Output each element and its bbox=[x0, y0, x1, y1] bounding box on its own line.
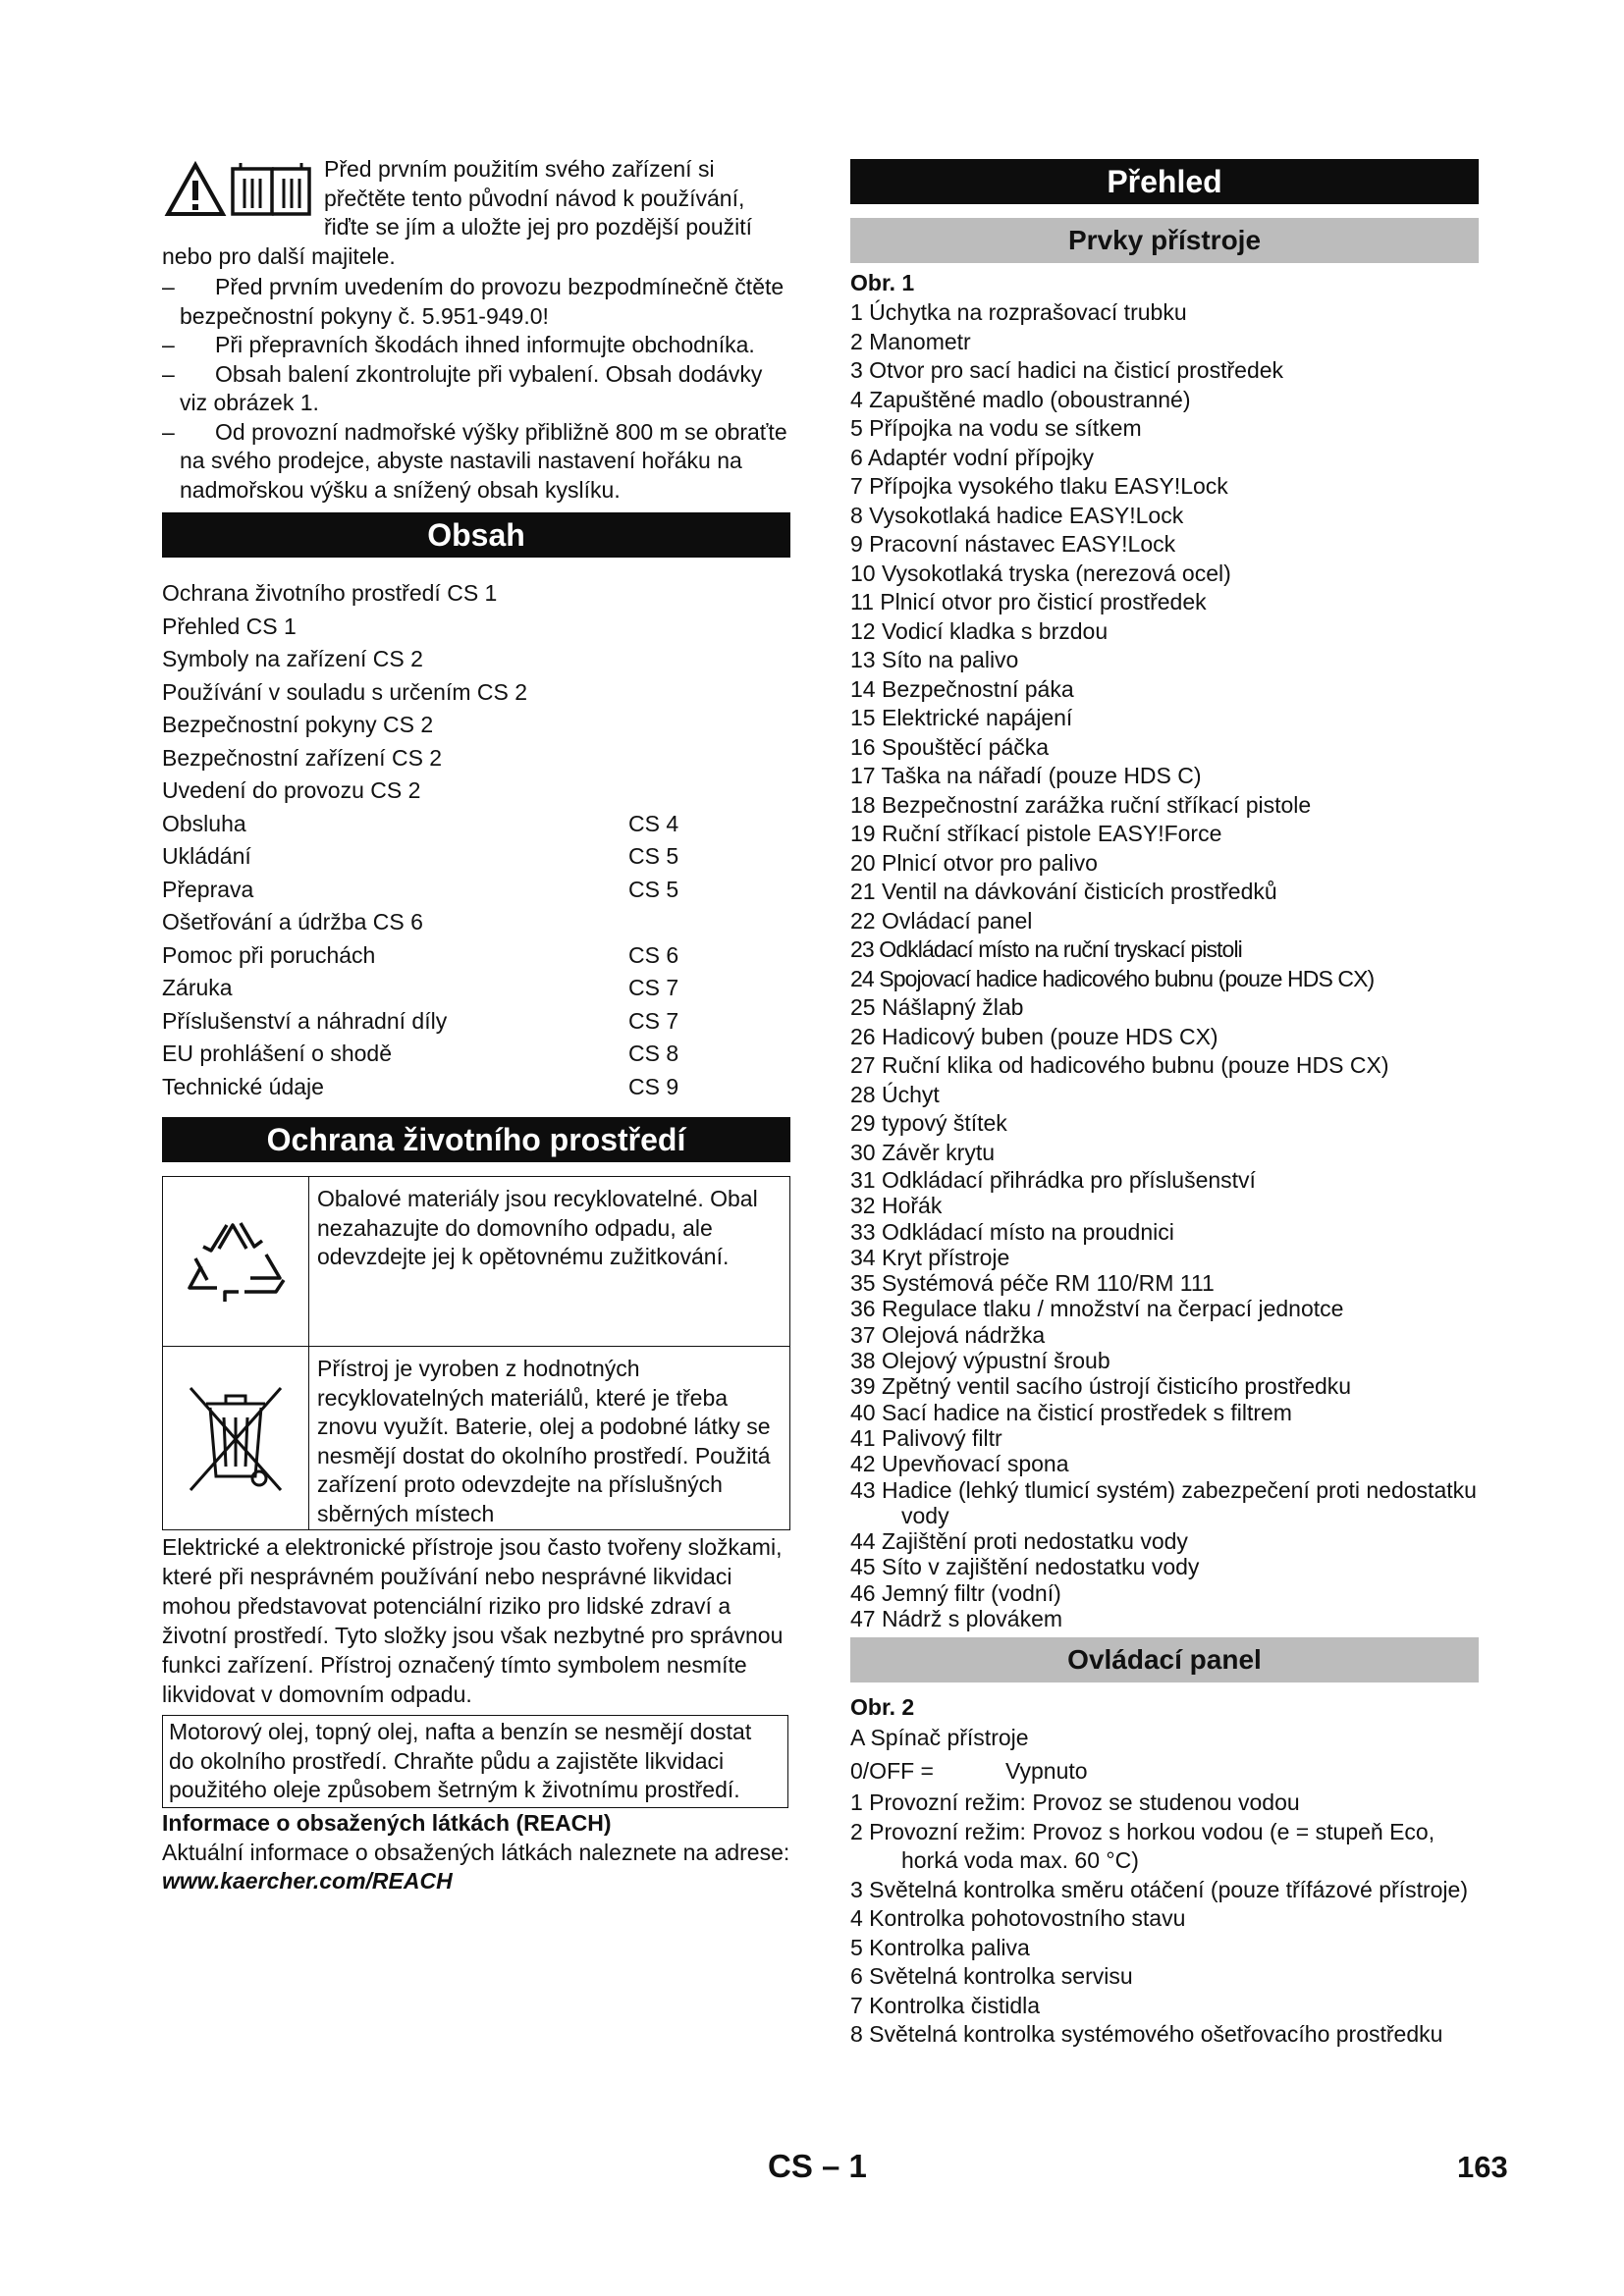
toc-row: Ošetřování a údržba CS 6 bbox=[162, 909, 423, 934]
list-item: 25 Nášlapný žlab bbox=[850, 994, 1024, 1020]
list-item: – Obsah balení zkontrolujte při vybalení. Obsah dodávky viz obrázek 1. bbox=[162, 360, 763, 415]
list-item: 5 Přípojka na vodu se sítkem bbox=[850, 415, 1142, 441]
list-item: 26 Hadicový buben (pouze HDS CX) bbox=[850, 1023, 1218, 1049]
reach-url[interactable]: www.kaercher.com/REACH bbox=[162, 1867, 453, 1894]
elements-subheading: Prvky přístroje bbox=[850, 218, 1479, 263]
toc-row: Pomoc při poruchách CS 6 bbox=[162, 941, 679, 968]
list-item: 42 Upevňovací spona bbox=[850, 1451, 1069, 1477]
panel-list bbox=[850, 1789, 1479, 2050]
toc-row: Symboly na zařízení CS 2 bbox=[162, 646, 423, 671]
recycle-icon-cell bbox=[163, 1177, 309, 1346]
list-item: 24 Spojovací hadice hadicového bubnu (pouze HDS CX) bbox=[850, 965, 1375, 991]
toc-row: Přeprava CS 5 bbox=[162, 876, 679, 902]
switch-label: A Spínač přístroje bbox=[850, 1725, 1029, 1751]
list-item: 4 Kontrolka pohotovostního stavu bbox=[850, 1905, 1186, 1932]
list-item: 1 Provozní režim: Provoz se studenou vodou bbox=[850, 1789, 1300, 1816]
toc-row: Záruka CS 7 bbox=[162, 975, 679, 1000]
toc-row: Bezpečnostní pokyny CS 2 bbox=[162, 712, 434, 737]
list-item: 46 Jemný filtr (vodní) bbox=[850, 1579, 1061, 1606]
toc-row: Ukládání CS 5 bbox=[162, 843, 679, 869]
list-item: 7 Kontrolka čistidla bbox=[850, 1992, 1041, 2018]
right-column bbox=[850, 159, 1479, 2050]
list-item: 44 Zajištění proti nedostatku vody bbox=[850, 1528, 1188, 1555]
list-item: 7 Přípojka vysokého tlaku EASY!Lock bbox=[850, 473, 1228, 499]
crossed-bin-icon bbox=[185, 1374, 287, 1502]
toc-row: Používání v souladu s určením CS 2 bbox=[162, 678, 528, 705]
list-item: 15 Elektrické napájení bbox=[850, 705, 1073, 730]
toc-row: Ochrana životního prostředí CS 1 bbox=[162, 580, 498, 606]
list-item: 2 Manometr bbox=[850, 328, 971, 354]
list-item: 18 Bezpečnostní zarážka ruční stříkací pistole bbox=[850, 791, 1312, 818]
list-item: 32 Hořák bbox=[850, 1193, 943, 1219]
environment-heading: Ochrana životního prostředí bbox=[162, 1117, 790, 1162]
list-item: 20 Plnicí otvor pro palivo bbox=[850, 849, 1098, 876]
list-item: 33 Odkládací místo na proudnici bbox=[850, 1218, 1174, 1245]
list-item: 22 Ovládací panel bbox=[850, 907, 1033, 934]
toc-row: EU prohlášení o shodě CS 8 bbox=[162, 1041, 679, 1066]
list-item: 6 Adaptér vodní přípojky bbox=[850, 444, 1095, 470]
list-item: – Od provozní nadmořské výšky přibližně 800 m se obraťte na svého prodejce, abyste nastavili nastavení hořáku na nadmořskou výšku a snížený obsah kyslíku. bbox=[162, 418, 787, 503]
list-item: 17 Taška na nářadí (pouze HDS C) bbox=[850, 763, 1202, 788]
list-item: 8 Vysokotlaká hadice EASY!Lock bbox=[850, 502, 1184, 528]
list-item: 28 Úchyt bbox=[850, 1081, 940, 1107]
list-item: 14 Bezpečnostní páka bbox=[850, 675, 1074, 702]
weee-row bbox=[163, 1346, 789, 1529]
intro-paragraph: Před prvním použitím svého zařízení si přečtěte tento původní návod k používání, řiďte se jím a uložte jej pro pozdější použití nebo pro další majitele. bbox=[162, 156, 753, 269]
figure-1-label: Obr. 1 bbox=[850, 270, 915, 295]
toc-row: Příslušenství a náhradní díly CS 7 bbox=[162, 1007, 679, 1034]
overview-heading: Přehled bbox=[850, 159, 1479, 204]
list-item: 10 Vysokotlaká tryska (nerezová ocel) bbox=[850, 560, 1231, 586]
page-number: 163 bbox=[1457, 2150, 1508, 2184]
oil-notice-box: Motorový olej, topný olej, nafta a benzín se nesmějí dostat do okolního prostředí. Chraňte půdu a zajistěte likvidaci použitého oleje způsobem šetrným k životnímu prostředí. bbox=[162, 1715, 788, 1808]
list-item: 6 Světelná kontrolka servisu bbox=[850, 1963, 1133, 1990]
off-row bbox=[850, 1753, 1479, 1789]
list-item: 8 Světelná kontrolka systémového ošetřovacího prostředku bbox=[850, 2021, 1443, 2048]
off-key: 0/OFF = bbox=[850, 1758, 934, 1785]
list-item: 11 Plnicí otvor pro čisticí prostředek bbox=[850, 589, 1207, 614]
list-item: 47 Nádrž s plovákem bbox=[850, 1606, 1063, 1632]
list-item: 1 Úchytka na rozprašovací trubku bbox=[850, 299, 1187, 325]
list-item: 41 Palivový filtr bbox=[850, 1424, 1002, 1451]
list-item: 3 Otvor pro sací hadici na čisticí prostředek bbox=[850, 357, 1284, 383]
list-item: 45 Síto v zajištění nedostatku vody bbox=[850, 1554, 1200, 1580]
list-item: 37 Olejová nádržka bbox=[850, 1321, 1046, 1348]
toc-row: Technické údaje CS 9 bbox=[162, 1073, 679, 1099]
list-item: 34 Kryt přístroje bbox=[850, 1244, 1010, 1270]
table-of-contents bbox=[162, 577, 790, 1103]
list-item: 30 Závěr krytu bbox=[850, 1139, 995, 1165]
figure-2-label: Obr. 2 bbox=[850, 1694, 915, 1721]
list-item: 38 Olejový výpustní šroub bbox=[850, 1348, 1110, 1374]
weee-text: Přístroj je vyroben z hodnotných recyklovatelných materiálů, které je třeba znovu využít. Baterie, olej a podobné látky se nesmějí dostat do okolního prostředí. Použitá zařízení proto odevzdejte na příslušných sběrných místech bbox=[317, 1356, 771, 1526]
list-item: 9 Pracovní nástavec EASY!Lock bbox=[850, 531, 1176, 557]
list-item: 16 Spouštěcí páčka bbox=[850, 733, 1050, 760]
list-item: 35 Systémová péče RM 110/RM 111 bbox=[850, 1270, 1215, 1297]
list-item: 4 Zapuštěné madlo (oboustranné) bbox=[850, 386, 1191, 412]
recycle-text: Obalové materiály jsou recyklovatelné. Obal nezahazujte do domovního odpadu, ale odevzdejte jej k opětovnému zužitkování. bbox=[317, 1186, 758, 1269]
page-code: CS – 1 bbox=[768, 2148, 867, 2184]
list-item: 31 Odkládací přihrádka pro příslušenství bbox=[850, 1167, 1256, 1193]
list-item: 3 Světelná kontrolka směru otáčení (pouze třífázové přístroje) bbox=[850, 1876, 1468, 1902]
list-item: 23 Odkládací místo na ruční tryskací pistoli bbox=[850, 936, 1242, 962]
list-item: 40 Sací hadice na čisticí prostředek s filtrem bbox=[850, 1399, 1292, 1425]
list-item: 19 Ruční stříkací pistole EASY!Force bbox=[850, 821, 1222, 846]
list-item: 2 Provozní režim: Provoz s horkou vodou (e = stupeň Eco, horká voda max. 60 °C) bbox=[850, 1818, 1435, 1874]
list-item: 29 typový štítek bbox=[850, 1110, 1007, 1136]
intro-bullet-list bbox=[162, 273, 790, 505]
list-item: – Před prvním uvedením do provozu bezpodmínečně čtěte bezpečnostní pokyny č. 5.951-949.0! bbox=[162, 274, 785, 329]
toc-row: Uvedení do provozu CS 2 bbox=[162, 777, 421, 803]
list-item: 27 Ruční klika od hadicového bubnu (pouze HDS CX) bbox=[850, 1052, 1389, 1078]
electro-paragraph: Elektrické a elektronické přístroje jsou často tvořeny složkami, které při nesprávném používání nebo nesprávné likvidaci mohou představovat potenciální riziko pro lidské zdraví a životní prostředí. Tyto složky jsou však nezbytné pro správnou funkci zařízení. Přístroj označený tímto symbolem nesmíte likvidovat v domovním odpadu. bbox=[162, 1534, 784, 1707]
list-item: 5 Kontrolka paliva bbox=[850, 1934, 1030, 1960]
list-item: 13 Síto na palivo bbox=[850, 647, 1019, 672]
intro bbox=[162, 155, 790, 505]
off-value: Vypnuto bbox=[1005, 1758, 1088, 1785]
weee-icon-cell bbox=[163, 1347, 309, 1529]
recycle-row bbox=[163, 1177, 789, 1346]
toc-row: Obsluha CS 4 bbox=[162, 810, 679, 836]
list-item: 39 Zpětný ventil sacího ústrojí čisticího prostředku bbox=[850, 1373, 1352, 1400]
reach-text: Aktuální informace o obsažených látkách naleznete na adrese: bbox=[162, 1839, 790, 1865]
list-item: 21 Ventil na dávkování čisticích prostředků bbox=[850, 879, 1277, 904]
list-item: – Při přepravních škodách ihned informujte obchodníka. bbox=[162, 332, 755, 357]
toc-heading: Obsah bbox=[162, 512, 790, 558]
environment-table bbox=[162, 1176, 790, 1530]
warning-manual-icon bbox=[162, 159, 314, 218]
toc-row: Bezpečnostní zařízení CS 2 bbox=[162, 744, 443, 771]
reach-heading: Informace o obsažených látkách (REACH) bbox=[162, 1809, 612, 1836]
list-item: 36 Regulace tlaku / množství na čerpací jednotce bbox=[850, 1296, 1344, 1322]
elements-list bbox=[850, 298, 1479, 1631]
list-item: 12 Vodicí kladka s brzdou bbox=[850, 617, 1109, 644]
recycle-icon bbox=[182, 1207, 290, 1315]
toc-row: Přehled CS 1 bbox=[162, 613, 297, 639]
control-panel-subheading: Ovládací panel bbox=[850, 1637, 1479, 1682]
left-column bbox=[162, 155, 790, 1896]
list-item: 43 Hadice (lehký tlumicí systém) zabezpečení proti nedostatku vody bbox=[850, 1476, 1477, 1528]
